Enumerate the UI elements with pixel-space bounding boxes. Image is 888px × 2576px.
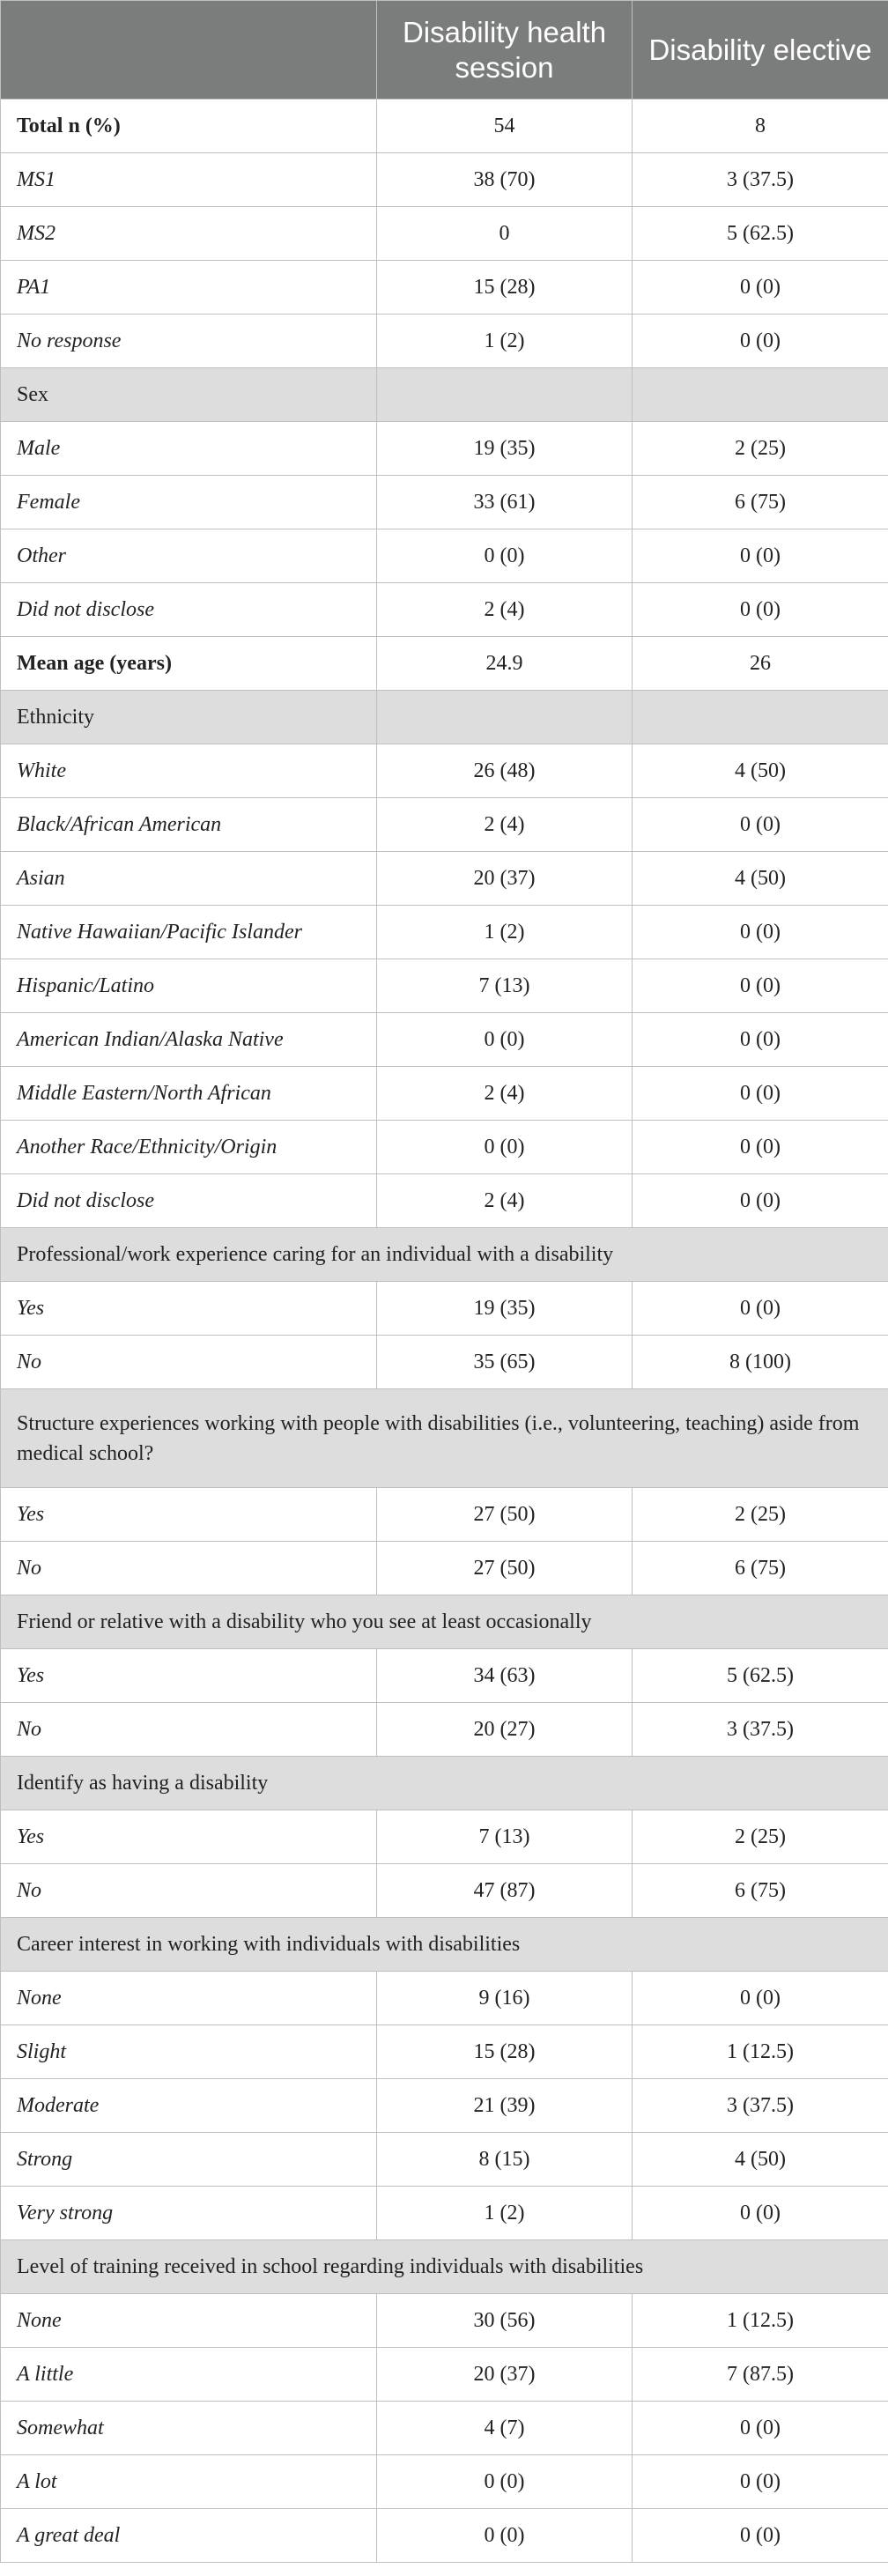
health-session-value: 33 (61) <box>377 476 633 529</box>
table-row <box>1 2455 888 2509</box>
table-row <box>1 1488 888 1542</box>
elective-value: 5 (62.5) <box>633 207 888 261</box>
section-row <box>1 1389 888 1488</box>
header-disability-health-session: Disability health session <box>377 1 633 100</box>
elective-value: 6 (75) <box>633 1864 888 1918</box>
table-row <box>1 422 888 476</box>
table-row <box>1 2294 888 2348</box>
table-row <box>1 2187 888 2240</box>
elective-value: 0 (0) <box>633 959 888 1013</box>
row-label: Did not disclose <box>1 1174 377 1228</box>
table-row <box>1 1174 888 1228</box>
health-session-value: 2 (4) <box>377 1174 633 1228</box>
elective-value: 0 (0) <box>633 529 888 583</box>
table-row <box>1 1972 888 2025</box>
section-label: Sex <box>1 368 377 422</box>
section-question: Professional/work experience caring for an individual with a disability <box>1 1228 888 1282</box>
health-session-value: 4 (7) <box>377 2402 633 2455</box>
health-session-value: 38 (70) <box>377 153 633 207</box>
row-label: Other <box>1 529 377 583</box>
row-label: Yes <box>1 1282 377 1336</box>
health-session-value: 20 (37) <box>377 2348 633 2402</box>
section-question: Identify as having a disability <box>1 1757 888 1810</box>
table-row <box>1 261 888 315</box>
elective-value: 4 (50) <box>633 852 888 906</box>
section-empty-cell <box>377 691 633 744</box>
row-label: No <box>1 1336 377 1389</box>
table-row <box>1 1649 888 1703</box>
section-question: Level of training received in school regarding individuals with disabilities <box>1 2240 888 2294</box>
row-label: Slight <box>1 2025 377 2079</box>
row-label: Another Race/Ethnicity/Origin <box>1 1121 377 1174</box>
row-label: White <box>1 744 377 798</box>
table-row <box>1 100 888 153</box>
row-label: No <box>1 1864 377 1918</box>
section-row <box>1 368 888 422</box>
table-row <box>1 207 888 261</box>
health-session-value: 0 (0) <box>377 2509 633 2563</box>
elective-value: 4 (50) <box>633 744 888 798</box>
elective-value: 0 (0) <box>633 798 888 852</box>
table-row <box>1 2079 888 2133</box>
row-label: A lot <box>1 2455 377 2509</box>
row-label: Yes <box>1 1810 377 1864</box>
elective-value: 4 (50) <box>633 2133 888 2187</box>
health-session-value: 47 (87) <box>377 1864 633 1918</box>
table-row <box>1 1121 888 1174</box>
section-question: Career interest in working with individuals with disabilities <box>1 1918 888 1972</box>
elective-value: 1 (12.5) <box>633 2025 888 2079</box>
section-question: Friend or relative with a disability who you see at least occasionally <box>1 1595 888 1649</box>
elective-value: 6 (75) <box>633 476 888 529</box>
section-row <box>1 1918 888 1972</box>
row-label: None <box>1 1972 377 2025</box>
table-row <box>1 798 888 852</box>
health-session-value: 0 (0) <box>377 529 633 583</box>
row-label: Male <box>1 422 377 476</box>
row-label: Did not disclose <box>1 583 377 637</box>
health-session-value: 19 (35) <box>377 1282 633 1336</box>
row-label: MS2 <box>1 207 377 261</box>
elective-value: 3 (37.5) <box>633 153 888 207</box>
row-label: No response <box>1 315 377 368</box>
table-row <box>1 959 888 1013</box>
elective-value: 0 (0) <box>633 261 888 315</box>
row-label: None <box>1 2294 377 2348</box>
elective-value: 1 (12.5) <box>633 2294 888 2348</box>
table-row <box>1 153 888 207</box>
row-label: Middle Eastern/North African <box>1 1067 377 1121</box>
elective-value: 0 (0) <box>633 583 888 637</box>
health-session-value: 0 (0) <box>377 1121 633 1174</box>
row-label: A great deal <box>1 2509 377 2563</box>
row-label: No <box>1 1703 377 1757</box>
table-row <box>1 852 888 906</box>
elective-value: 0 (0) <box>633 1174 888 1228</box>
health-session-value: 27 (50) <box>377 1488 633 1542</box>
health-session-value: 2 (4) <box>377 583 633 637</box>
elective-value: 0 (0) <box>633 906 888 959</box>
health-session-value: 1 (2) <box>377 315 633 368</box>
table-row <box>1 744 888 798</box>
elective-value: 0 (0) <box>633 2402 888 2455</box>
row-label: Black/African American <box>1 798 377 852</box>
health-session-value: 0 (0) <box>377 2455 633 2509</box>
health-session-value: 1 (2) <box>377 906 633 959</box>
health-session-value: 26 (48) <box>377 744 633 798</box>
elective-value: 6 (75) <box>633 1542 888 1595</box>
row-label: American Indian/Alaska Native <box>1 1013 377 1067</box>
row-label: Total n (%) <box>1 100 377 153</box>
table-row <box>1 2025 888 2079</box>
health-session-value: 21 (39) <box>377 2079 633 2133</box>
elective-value: 0 (0) <box>633 1067 888 1121</box>
table-row <box>1 583 888 637</box>
elective-value: 26 <box>633 637 888 691</box>
elective-value: 8 <box>633 100 888 153</box>
table-row <box>1 906 888 959</box>
health-session-value: 15 (28) <box>377 261 633 315</box>
row-label: Hispanic/Latino <box>1 959 377 1013</box>
section-row <box>1 1228 888 1282</box>
section-row <box>1 1595 888 1649</box>
health-session-value: 24.9 <box>377 637 633 691</box>
section-empty-cell <box>633 691 888 744</box>
section-empty-cell <box>633 368 888 422</box>
row-label: Female <box>1 476 377 529</box>
elective-value: 0 (0) <box>633 315 888 368</box>
elective-value: 0 (0) <box>633 1013 888 1067</box>
row-label: A little <box>1 2348 377 2402</box>
health-session-value: 8 (15) <box>377 2133 633 2187</box>
row-label: Yes <box>1 1649 377 1703</box>
health-session-value: 1 (2) <box>377 2187 633 2240</box>
table-row <box>1 529 888 583</box>
row-label: No <box>1 1542 377 1595</box>
elective-value: 2 (25) <box>633 1810 888 1864</box>
health-session-value: 34 (63) <box>377 1649 633 1703</box>
row-label: Mean age (years) <box>1 637 377 691</box>
table-row <box>1 2509 888 2563</box>
table-row <box>1 1336 888 1389</box>
table-row <box>1 315 888 368</box>
elective-value: 8 (100) <box>633 1336 888 1389</box>
elective-value: 0 (0) <box>633 1121 888 1174</box>
header-disability-elective: Disability elective <box>633 1 888 100</box>
health-session-value: 7 (13) <box>377 959 633 1013</box>
section-empty-cell <box>377 368 633 422</box>
section-row <box>1 1757 888 1810</box>
health-session-value: 0 (0) <box>377 1013 633 1067</box>
header-blank <box>1 1 377 100</box>
elective-value: 0 (0) <box>633 2187 888 2240</box>
table-row <box>1 1542 888 1595</box>
health-session-value: 15 (28) <box>377 2025 633 2079</box>
health-session-value: 20 (37) <box>377 852 633 906</box>
health-session-value: 35 (65) <box>377 1336 633 1389</box>
health-session-value: 20 (27) <box>377 1703 633 1757</box>
elective-value: 0 (0) <box>633 2509 888 2563</box>
table-row <box>1 1864 888 1918</box>
health-session-value: 0 <box>377 207 633 261</box>
row-label: Native Hawaiian/Pacific Islander <box>1 906 377 959</box>
row-label: Very strong <box>1 2187 377 2240</box>
elective-value: 0 (0) <box>633 1972 888 2025</box>
table-row <box>1 476 888 529</box>
table-row <box>1 2348 888 2402</box>
elective-value: 2 (25) <box>633 1488 888 1542</box>
elective-value: 5 (62.5) <box>633 1649 888 1703</box>
table-row <box>1 1810 888 1864</box>
table-row <box>1 637 888 691</box>
table-row <box>1 2133 888 2187</box>
row-label: Yes <box>1 1488 377 1542</box>
row-label: MS1 <box>1 153 377 207</box>
row-label: Strong <box>1 2133 377 2187</box>
row-label: Asian <box>1 852 377 906</box>
table-row <box>1 1067 888 1121</box>
section-row <box>1 691 888 744</box>
health-session-value: 30 (56) <box>377 2294 633 2348</box>
elective-value: 3 (37.5) <box>633 1703 888 1757</box>
elective-value: 3 (37.5) <box>633 2079 888 2133</box>
table-row <box>1 1013 888 1067</box>
health-session-value: 2 (4) <box>377 798 633 852</box>
table-row <box>1 1703 888 1757</box>
row-label: PA1 <box>1 261 377 315</box>
section-row <box>1 2240 888 2294</box>
header-row <box>1 1 888 100</box>
elective-value: 7 (87.5) <box>633 2348 888 2402</box>
elective-value: 0 (0) <box>633 2455 888 2509</box>
health-session-value: 54 <box>377 100 633 153</box>
row-label: Moderate <box>1 2079 377 2133</box>
health-session-value: 2 (4) <box>377 1067 633 1121</box>
elective-value: 2 (25) <box>633 422 888 476</box>
table-row <box>1 2402 888 2455</box>
health-session-value: 27 (50) <box>377 1542 633 1595</box>
table-row <box>1 1282 888 1336</box>
section-label: Ethnicity <box>1 691 377 744</box>
health-session-value: 19 (35) <box>377 422 633 476</box>
elective-value: 0 (0) <box>633 1282 888 1336</box>
section-question: Structure experiences working with people with disabilities (i.e., volunteering, teaching) aside from medical school? <box>1 1389 888 1488</box>
health-session-value: 7 (13) <box>377 1810 633 1864</box>
row-label: Somewhat <box>1 2402 377 2455</box>
health-session-value: 9 (16) <box>377 1972 633 2025</box>
